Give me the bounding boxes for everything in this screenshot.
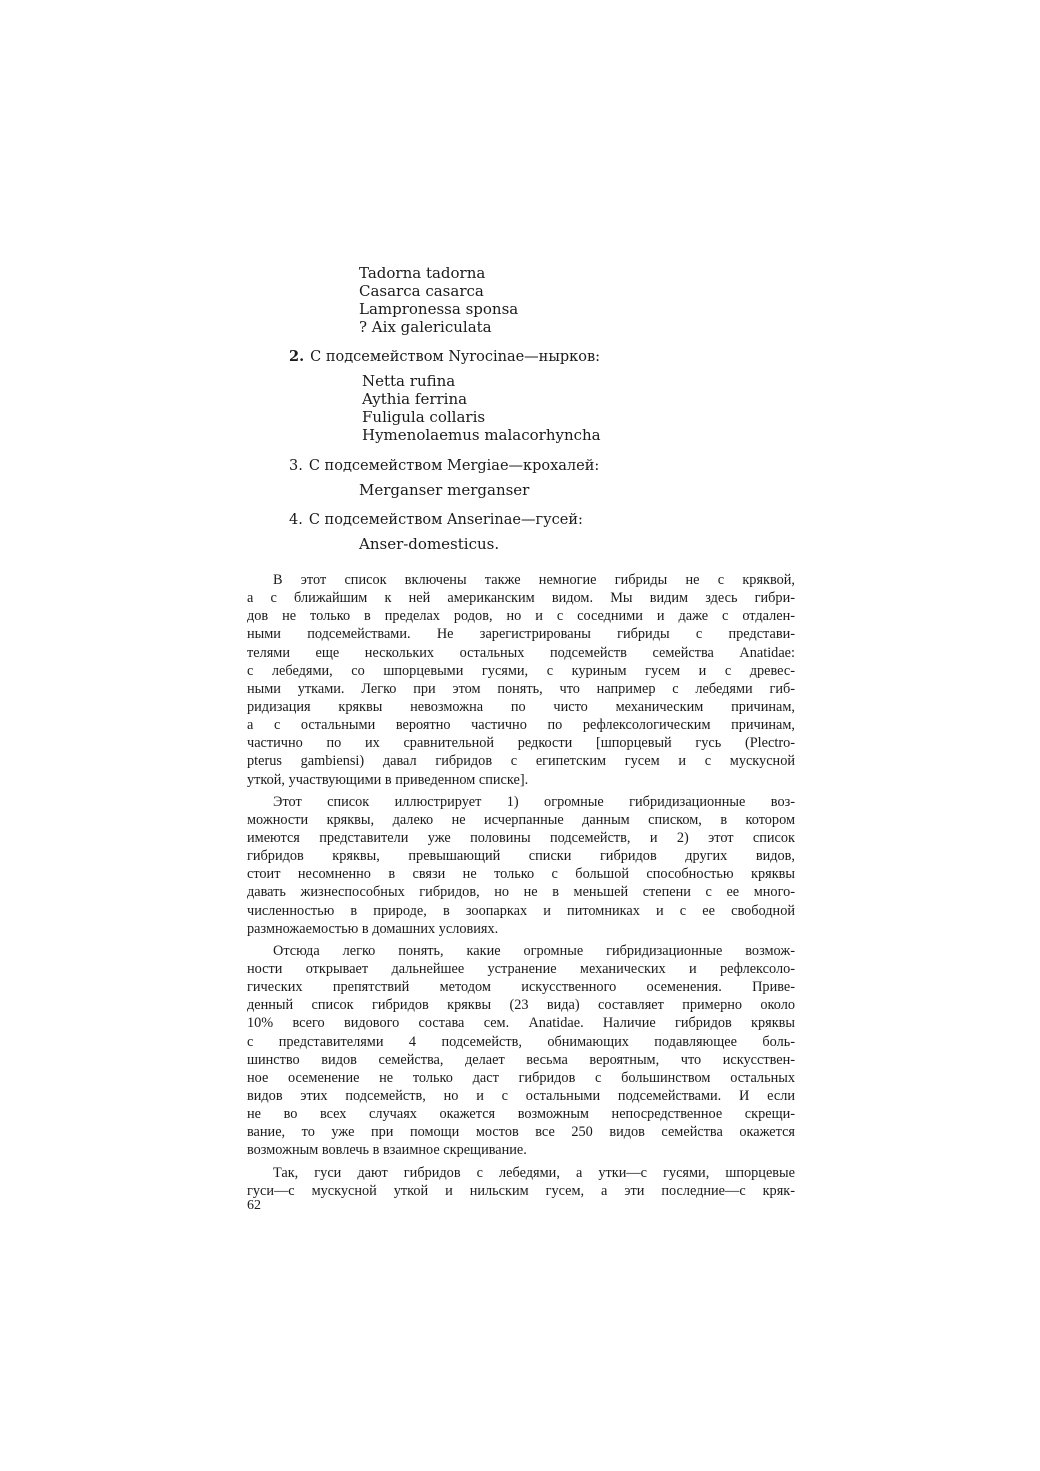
text-line: частично по их сравнительной редкости [шпорцевый гусь (Plectro- <box>247 735 795 752</box>
text-line: гибридов кряквы, превышающий списки гибридов других видов, <box>247 848 795 865</box>
text-line: ное осеменение не только даст гибридов с большинством остальных <box>247 1069 795 1086</box>
text-line: размножаемостью в домашних условиях. <box>247 920 499 937</box>
paragraph <box>247 571 795 789</box>
text-line: возможным вовлечь в взаимное скрещивание. <box>247 1142 527 1159</box>
text-line: ными подсемействами. Не зарегистрированы гибриды с представи- <box>247 626 795 643</box>
species-name: Merganser merganser <box>359 481 530 499</box>
text-line: pterus gambiensi) давал гибридов с египетским гусем и с мускусной <box>247 753 795 770</box>
species-list-anserinae <box>359 535 499 553</box>
species-name: Tadorna tadorna <box>359 264 486 282</box>
section-heading-text: С подсемейством Mergiae—крохалей: <box>308 458 600 474</box>
text-line: телями еще нескольких остальных подсемейств семейства Anatidae: <box>247 644 795 661</box>
section-number: 2. <box>289 348 305 365</box>
text-line: денный список гибридов кряквы (23 вида) составляет примерно около <box>247 997 795 1014</box>
text-line: Отсюда легко понять, какие огромные гибридизационные возмож- <box>273 942 795 959</box>
text-line: с представителями 4 подсемейств, обнимающих подавляющее боль- <box>247 1033 795 1050</box>
text-line: 10% всего видового состава сем. Anatidae. Наличие гибридов кряквы <box>247 1015 795 1032</box>
section-number: 3. <box>289 458 303 474</box>
text-line: ности открывает дальнейшее устранение механических и рефлексоло- <box>247 960 795 977</box>
text-line: с лебедями, со шпорцевыми гусями, с куриным гусем и с древес- <box>247 662 795 679</box>
text-line: уткой, участвующими в приведенном списке]. <box>247 771 529 788</box>
text-line: стоит несомненно в связи не только с большой способностью кряквы <box>247 866 795 883</box>
body-text <box>247 571 795 1204</box>
text-line: вание, то уже при помощи мостов все 250 видов семейства окажется <box>247 1124 795 1141</box>
paragraph <box>247 793 795 938</box>
text-line: шинство видов семейства, делает весьма вероятным, что искусствен- <box>247 1051 795 1068</box>
species-name: Casarca casarca <box>359 282 484 300</box>
species-name: Lampronessa sponsa <box>359 300 519 318</box>
text-line: гических препятствий методом искусственного осеменения. Приве- <box>247 979 795 996</box>
text-line: дов не только в пределах родов, но и с соседними и даже с отдален- <box>247 608 795 625</box>
text-line: можности кряквы, далеко не исчерпанные данным списком, в котором <box>247 811 795 828</box>
species-name: Hymenolaemus malacorhyncha <box>362 426 601 444</box>
species-name: Anser-domesticus. <box>359 535 500 553</box>
section-heading-3 <box>289 457 599 475</box>
text-line: гуси—с мускусной уткой и нильским гусем, а эти последние—с кряк- <box>247 1182 795 1199</box>
text-line: имеются представители уже половины подсемейств, и 2) этот список <box>247 829 795 846</box>
species-name: Netta rufina <box>362 372 456 390</box>
section-number: 4. <box>289 512 303 528</box>
paragraph <box>247 1164 795 1200</box>
paragraph <box>247 942 795 1160</box>
species-name: ? Aix galericulata <box>359 318 492 336</box>
text-line: Так, гуси дают гибридов с лебедями, а утки—с гусями, шпорцевые <box>273 1164 795 1181</box>
text-line: а с ближайшим к ней американским видом. Мы видим здесь гибри- <box>247 590 795 607</box>
text-line: ридизация кряквы невозможна по чисто механическим причинам, <box>247 698 795 715</box>
section-heading-4 <box>289 511 583 529</box>
text-line: Этот список иллюстрирует 1) огромные гибридизационные воз- <box>273 793 795 810</box>
section-heading-text: С подсемейством Anserinae—гусей: <box>308 512 583 528</box>
species-list-nyrocinae <box>362 372 601 444</box>
text-line: ными утками. Легко при этом понять, что например с лебедями гиб- <box>247 680 795 697</box>
species-list-mergiae <box>359 481 529 499</box>
text-line: давать жизнеспособных гибридов, но не в меньшей степени с ее много- <box>247 884 795 901</box>
text-line: В этот список включены также немногие гибриды не с кряквой, <box>273 572 795 588</box>
species-list-top <box>359 264 518 336</box>
text-line: не во всех случаях окажется возможным непосредственное скрещи- <box>247 1106 795 1123</box>
species-name: Fuligula collaris <box>362 408 486 426</box>
text-line: видов этих подсемейств, но и с остальными подсемействами. И если <box>247 1087 795 1104</box>
page-number: 62 <box>247 1198 261 1213</box>
species-name: Aythia ferrina <box>362 390 468 408</box>
text-line: а с остальными вероятно частично по рефлексологическим причинам, <box>247 717 795 734</box>
text-line: численностью в природе, в зоопарках и питомниках и с ее свободной <box>247 902 795 919</box>
section-heading-2 <box>289 348 600 366</box>
section-heading-text: С подсемейством Nyrocinae—нырков: <box>310 349 601 365</box>
